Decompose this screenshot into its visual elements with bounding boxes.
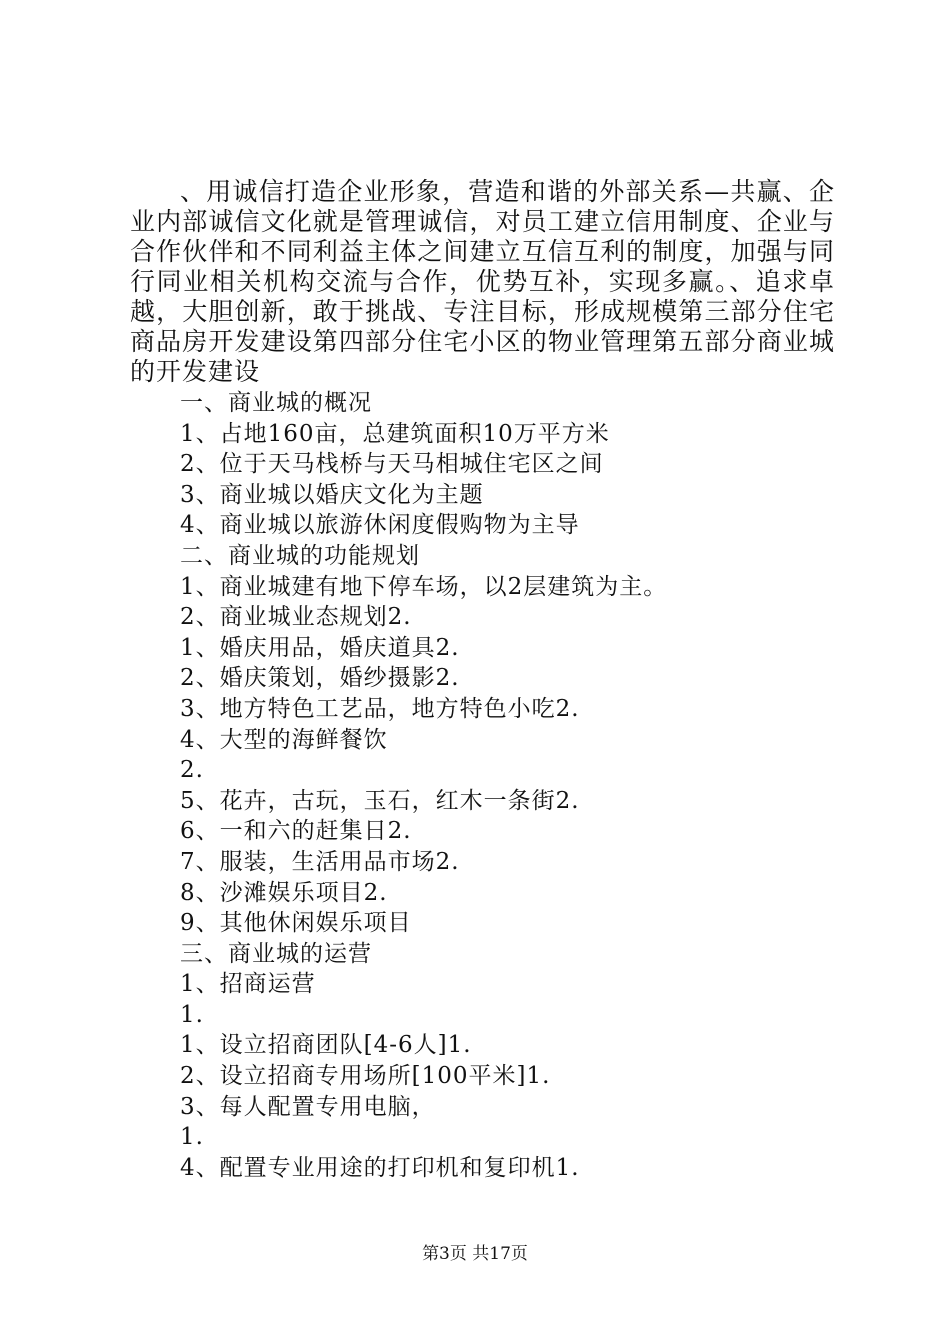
- list-item: 9、其他休闲娱乐项目: [180, 910, 412, 937]
- list-item: 1.: [180, 1124, 204, 1151]
- list-item: 2、婚庆策划，婚纱摄影2.: [180, 665, 460, 692]
- list-item: 4、商业城以旅游休闲度假购物为主导: [180, 512, 580, 539]
- list-item: 1、占地160亩，总建筑面积10万平方米: [180, 420, 610, 447]
- intro-paragraph: 、用诚信打造企业形象，营造和谐的外部关系—共赢、企业内部诚信文化就是管理诚信，对员工建立信用制度、企业与合作伙伴和不同利益主体之间建立互信互利的制度，加强与同行同业相关机构交流与合作，优势互补，实现多赢。、追求卓越，大胆创新，敢于挑战、专注目标，形成规模第三部分住宅商品房开发建设第四部分住宅小区的物业管理第五部分商业城的开发建设: [130, 177, 835, 386]
- list-item: 1、招商运营: [180, 971, 316, 998]
- list-item: 8、沙滩娱乐项目2.: [180, 879, 388, 906]
- list-item: 3、每人配置专用电脑，: [180, 1093, 436, 1120]
- list-item: 7、服装，生活用品市场2.: [180, 848, 460, 875]
- list-item: 4、大型的海鲜餐饮: [180, 726, 388, 753]
- list-item: 2、位于天马栈桥与天马相城住宅区之间: [180, 451, 604, 478]
- list-item: 5、花卉，古玩，玉石，红木一条街2.: [180, 787, 580, 814]
- list-item: 一、商业城的概况: [180, 390, 372, 416]
- list-item: 2.: [180, 757, 204, 784]
- list-item: 2、设立招商专用场所[100平米]1.: [180, 1063, 551, 1090]
- list-item: 二、商业城的功能规划: [180, 542, 420, 569]
- list-item: 1、婚庆用品，婚庆道具2.: [180, 634, 460, 661]
- list-item: 1、商业城建有地下停车场，以2层建筑为主。: [180, 573, 668, 600]
- outline-list: [180, 388, 840, 1183]
- list-item: 1、设立招商团队[4-6人]1.: [180, 1032, 472, 1059]
- list-item: 4、配置专业用途的打印机和复印机1.: [180, 1154, 580, 1181]
- list-item: 6、一和六的赶集日2.: [180, 818, 412, 845]
- list-item: 3、地方特色工艺品，地方特色小吃2.: [180, 695, 580, 722]
- list-item: 三、商业城的运营: [180, 940, 372, 967]
- page-footer: 第3页 共17页: [422, 1244, 528, 1264]
- list-item: 1.: [180, 1001, 204, 1028]
- list-item: 2、商业城业态规划2.: [180, 604, 412, 631]
- list-item: 3、商业城以婚庆文化为主题: [180, 481, 484, 508]
